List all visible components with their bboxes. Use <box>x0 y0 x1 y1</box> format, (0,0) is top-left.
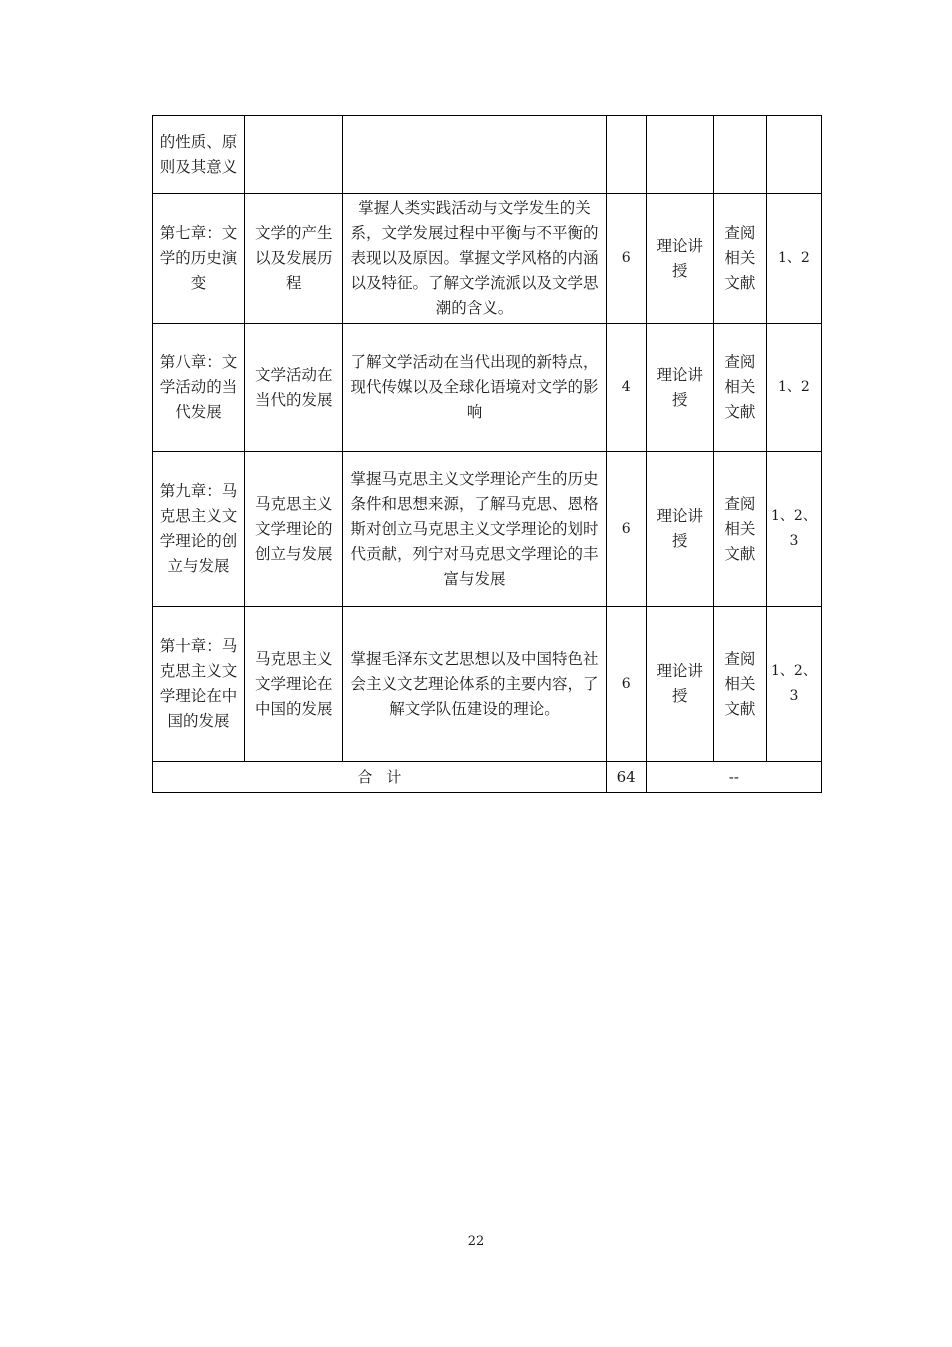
assignment-cell: 查阅相关文献 <box>713 324 766 452</box>
topic-cell: 马克思主义文学理论的创立与发展 <box>245 452 343 607</box>
method-cell: 理论讲授 <box>646 194 713 324</box>
refs-cell: 1、2、3 <box>766 452 821 607</box>
table-row <box>153 607 822 762</box>
table-row <box>153 324 822 452</box>
requirement-cell: 了解文学活动在当代出现的新特点，现代传媒以及全球化语境对文学的影响 <box>343 324 606 452</box>
chapter-cell: 第十章：马克思主义文学理论在中国的发展 <box>153 607 245 762</box>
page-number: 22 <box>467 1234 485 1249</box>
requirement-cell <box>343 116 606 194</box>
total-row <box>153 762 822 793</box>
topic-cell <box>245 116 343 194</box>
refs-cell: 1、2、3 <box>766 607 821 762</box>
hours-cell: 4 <box>606 324 646 452</box>
table-row <box>153 116 822 194</box>
requirement-cell: 掌握马克思主义文学理论产生的历史条件和思想来源，了解马克思、恩格斯对创立马克思主义文学理论的划时代贡献，列宁对马克思文学理论的丰富与发展 <box>343 452 606 607</box>
chapter-cell: 的性质、原则及其意义 <box>153 116 245 194</box>
method-cell: 理论讲授 <box>646 607 713 762</box>
topic-cell: 文学的产生以及发展历程 <box>245 194 343 324</box>
total-hours-cell: 64 <box>606 762 646 793</box>
hours-cell <box>606 116 646 194</box>
refs-cell <box>766 116 821 194</box>
method-cell <box>646 116 713 194</box>
assignment-cell: 查阅相关文献 <box>713 194 766 324</box>
hours-cell: 6 <box>606 194 646 324</box>
assignment-cell <box>713 116 766 194</box>
requirement-cell: 掌握人类实践活动与文学发生的关系，文学发展过程中平衡与不平衡的表现以及原因。掌握文学风格的内涵以及特征。了解文学流派以及文学思潮的含义。 <box>343 194 606 324</box>
assignment-cell: 查阅相关文献 <box>713 607 766 762</box>
hours-cell: 6 <box>606 607 646 762</box>
method-cell: 理论讲授 <box>646 324 713 452</box>
refs-cell: 1、2 <box>766 324 821 452</box>
topic-cell: 文学活动在当代的发展 <box>245 324 343 452</box>
total-label: 合计 <box>357 767 416 786</box>
chapter-cell: 第八章：文学活动的当代发展 <box>153 324 245 452</box>
syllabus-table <box>152 115 822 793</box>
refs-cell: 1、2 <box>766 194 821 324</box>
total-rest-cell: -- <box>646 762 821 793</box>
table-row <box>153 452 822 607</box>
topic-cell: 马克思主义文学理论在中国的发展 <box>245 607 343 762</box>
total-label-cell <box>153 762 607 793</box>
assignment-cell: 查阅相关文献 <box>713 452 766 607</box>
chapter-cell: 第九章：马克思主义文学理论的创立与发展 <box>153 452 245 607</box>
hours-cell: 6 <box>606 452 646 607</box>
requirement-cell: 掌握毛泽东文艺思想以及中国特色社会主义文艺理论体系的主要内容，了解文学队伍建设的理论。 <box>343 607 606 762</box>
table-row <box>153 194 822 324</box>
method-cell: 理论讲授 <box>646 452 713 607</box>
chapter-cell: 第七章：文学的历史演变 <box>153 194 245 324</box>
